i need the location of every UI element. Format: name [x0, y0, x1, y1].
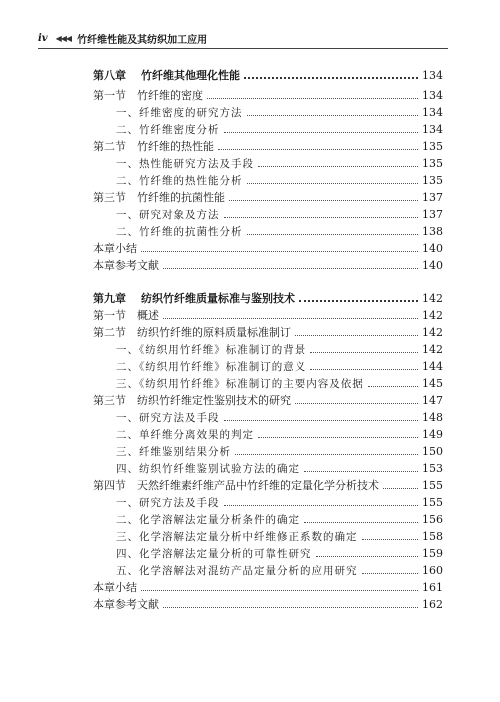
leader-dots [304, 522, 418, 523]
entry-page: 138 [422, 225, 443, 238]
entry-title: 一、热性能研究方法及手段 [116, 158, 254, 170]
entry-page: 149 [422, 428, 443, 441]
leader-dots [163, 318, 418, 319]
leader-dots [368, 386, 418, 387]
entry-page: 158 [422, 530, 443, 543]
leader-dots [141, 251, 418, 252]
section-number: 第四节 [93, 479, 126, 492]
entry-page: 153 [422, 462, 443, 475]
toc-entry-subsection[interactable] [116, 510, 442, 527]
toc-entry-subsection[interactable] [116, 425, 442, 442]
leader-dots [383, 488, 418, 489]
entry-title: 四、纺织竹纤维鉴别试验方法的确定 [116, 463, 300, 475]
entry-page: 135 [422, 140, 443, 153]
entry-title: 一、研究方法及手段 [116, 412, 220, 424]
entry-page: 140 [422, 242, 443, 255]
section-number: 第三节 [93, 191, 126, 204]
toc-entry-references[interactable] [93, 595, 442, 612]
entry-page: 155 [422, 479, 443, 492]
toc-entry-summary[interactable] [93, 239, 442, 256]
toc-entry-summary[interactable] [93, 578, 442, 595]
entry-title: 概述 [137, 309, 159, 322]
leader-dots [247, 234, 419, 235]
leader-dots [258, 166, 418, 167]
entry-page: 134 [422, 69, 443, 82]
entry-page: 134 [422, 106, 443, 119]
leader-dots [362, 539, 419, 540]
toc-entry-references[interactable] [93, 256, 442, 273]
entry-title: 三、纤维鉴别结果分析 [116, 446, 231, 458]
leader-dots [247, 183, 419, 184]
leader-dots [229, 200, 418, 201]
toc-entry-subsection[interactable] [116, 408, 442, 425]
entry-page: 156 [422, 513, 443, 526]
toc-entry-subsection[interactable] [116, 493, 442, 510]
toc-entry-chapter[interactable] [93, 66, 442, 83]
toc-entry-subsection[interactable] [116, 561, 442, 578]
leader-dots [258, 437, 418, 438]
entry-page: 155 [422, 496, 443, 509]
entry-title: 竹纤维的抗菌性能 [137, 191, 225, 204]
section-number: 第一节 [93, 89, 126, 102]
entry-page: 135 [422, 157, 443, 170]
leader-dots [224, 132, 419, 133]
entry-page: 148 [422, 411, 443, 424]
leader-dots [163, 607, 418, 608]
toc-entry-section[interactable] [93, 86, 442, 103]
book-title: 竹纤维性能及其纺织加工应用 [77, 34, 208, 46]
entry-title: 三、《纺织用竹纤维》标准制订的主要内容及依据 [116, 378, 364, 390]
entry-title: 二、竹纤维的抗菌性分析 [116, 226, 243, 238]
toc-entry-subsection[interactable] [116, 459, 442, 476]
toc-entry-section[interactable] [93, 476, 442, 493]
leader-dots [299, 300, 418, 302]
toc-entry-section[interactable] [93, 323, 442, 340]
entry-page: 162 [422, 598, 443, 611]
toc-entry-subsection[interactable] [116, 544, 442, 561]
entry-page: 147 [422, 394, 443, 407]
leader-dots [244, 77, 418, 79]
entry-title: 本章小结 [93, 242, 137, 255]
entry-page: 135 [422, 174, 443, 187]
entry-page: 142 [422, 326, 443, 339]
entry-title: 本章参考文献 [93, 259, 159, 272]
toc-entry-subsection[interactable] [116, 103, 442, 120]
entry-page: 142 [422, 343, 443, 356]
leader-dots [304, 471, 418, 472]
chapter-number: 第九章 [93, 292, 126, 305]
entry-title: 本章参考文献 [93, 598, 159, 611]
arrows-icon: ◀◀◀ [55, 33, 72, 43]
leader-dots [316, 556, 419, 557]
entry-page: 145 [422, 377, 443, 390]
entry-page: 150 [422, 445, 443, 458]
chapter-number: 第八章 [93, 69, 126, 82]
toc-entry-chapter[interactable] [93, 289, 442, 306]
entry-page: 142 [422, 292, 443, 305]
entry-title: 二、竹纤维的热性能分析 [116, 175, 243, 187]
entry-title: 纺织竹纤维质量标准与鉴别技术 [141, 292, 295, 305]
entry-title: 竹纤维的密度 [137, 89, 203, 102]
toc-entry-subsection[interactable] [116, 357, 442, 374]
entry-page: 159 [422, 547, 443, 560]
toc-entry-section[interactable] [93, 391, 442, 408]
entry-page: 137 [422, 191, 443, 204]
entry-title: 天然纤维素纤维产品中竹纤维的定量化学分析技术 [137, 479, 379, 492]
leader-dots [218, 149, 418, 150]
section-number: 第二节 [93, 140, 126, 153]
leader-dots [235, 454, 418, 455]
toc-entry-subsection[interactable] [116, 154, 442, 171]
entry-page: 161 [422, 581, 443, 594]
entry-title: 二、竹纤维密度分析 [116, 124, 220, 136]
leader-dots [295, 335, 418, 336]
entry-page: 142 [422, 309, 443, 322]
entry-title: 纺织竹纤维的原料质量标准制订 [137, 326, 291, 339]
toc-entry-subsection[interactable] [116, 340, 442, 357]
entry-page: 134 [422, 123, 443, 136]
leader-dots [141, 590, 418, 591]
entry-title: 三、化学溶解法定量分析中纤维修正系数的确定 [116, 531, 358, 543]
running-header [38, 30, 448, 46]
section-number: 第三节 [93, 394, 126, 407]
toc-entry-subsection[interactable] [116, 120, 442, 137]
leader-dots [163, 268, 418, 269]
toc-entry-section[interactable] [93, 137, 442, 154]
entry-title: 四、化学溶解法定量分析的可靠性研究 [116, 548, 312, 560]
entry-title: 纺织竹纤维定性鉴别技术的研究 [137, 394, 291, 407]
entry-title: 一、研究对象及方法 [116, 209, 220, 221]
leader-dots [224, 217, 419, 218]
leader-dots [310, 352, 418, 353]
leader-dots [310, 369, 418, 370]
entry-page: 140 [422, 259, 443, 272]
entry-title: 二、单纤维分离效果的判定 [116, 429, 254, 441]
entry-page: 137 [422, 208, 443, 221]
toc-entry-subsection[interactable] [116, 222, 442, 239]
leader-dots [247, 115, 419, 116]
leader-dots [295, 403, 418, 404]
entry-page: 144 [422, 360, 443, 373]
toc-entry-subsection[interactable] [116, 205, 442, 222]
toc-entry-subsection[interactable] [116, 374, 442, 391]
section-number: 第一节 [93, 309, 126, 322]
toc-entry-section[interactable] [93, 188, 442, 205]
leader-dots [362, 573, 419, 574]
entry-title: 一、研究方法及手段 [116, 497, 220, 509]
toc-entry-subsection[interactable] [116, 442, 442, 459]
entry-title: 竹纤维的热性能 [137, 140, 214, 153]
entry-title: 本章小结 [93, 581, 137, 594]
toc-entry-section[interactable] [93, 306, 442, 323]
section-number: 第二节 [93, 326, 126, 339]
entry-title: 二、化学溶解法定量分析条件的确定 [116, 514, 300, 526]
entry-page: 160 [422, 564, 443, 577]
entry-title: 竹纤维其他理化性能 [141, 69, 240, 82]
entry-title: 五、化学溶解法对混纺产品定量分析的应用研究 [116, 565, 358, 577]
leader-dots [224, 420, 419, 421]
toc-entry-subsection[interactable] [116, 527, 442, 544]
leader-dots [207, 98, 418, 99]
leader-dots [224, 505, 419, 506]
entry-title: 一、纤维密度的研究方法 [116, 107, 243, 119]
toc-entry-subsection[interactable] [116, 171, 442, 188]
entry-page: 134 [422, 89, 443, 102]
header-divider [38, 48, 448, 49]
entry-title: 一、《纺织用竹纤维》标准制订的背景 [116, 344, 307, 356]
entry-title: 二、《纺织用竹纤维》标准制订的意义 [116, 361, 307, 373]
page-number: iv [38, 32, 48, 44]
